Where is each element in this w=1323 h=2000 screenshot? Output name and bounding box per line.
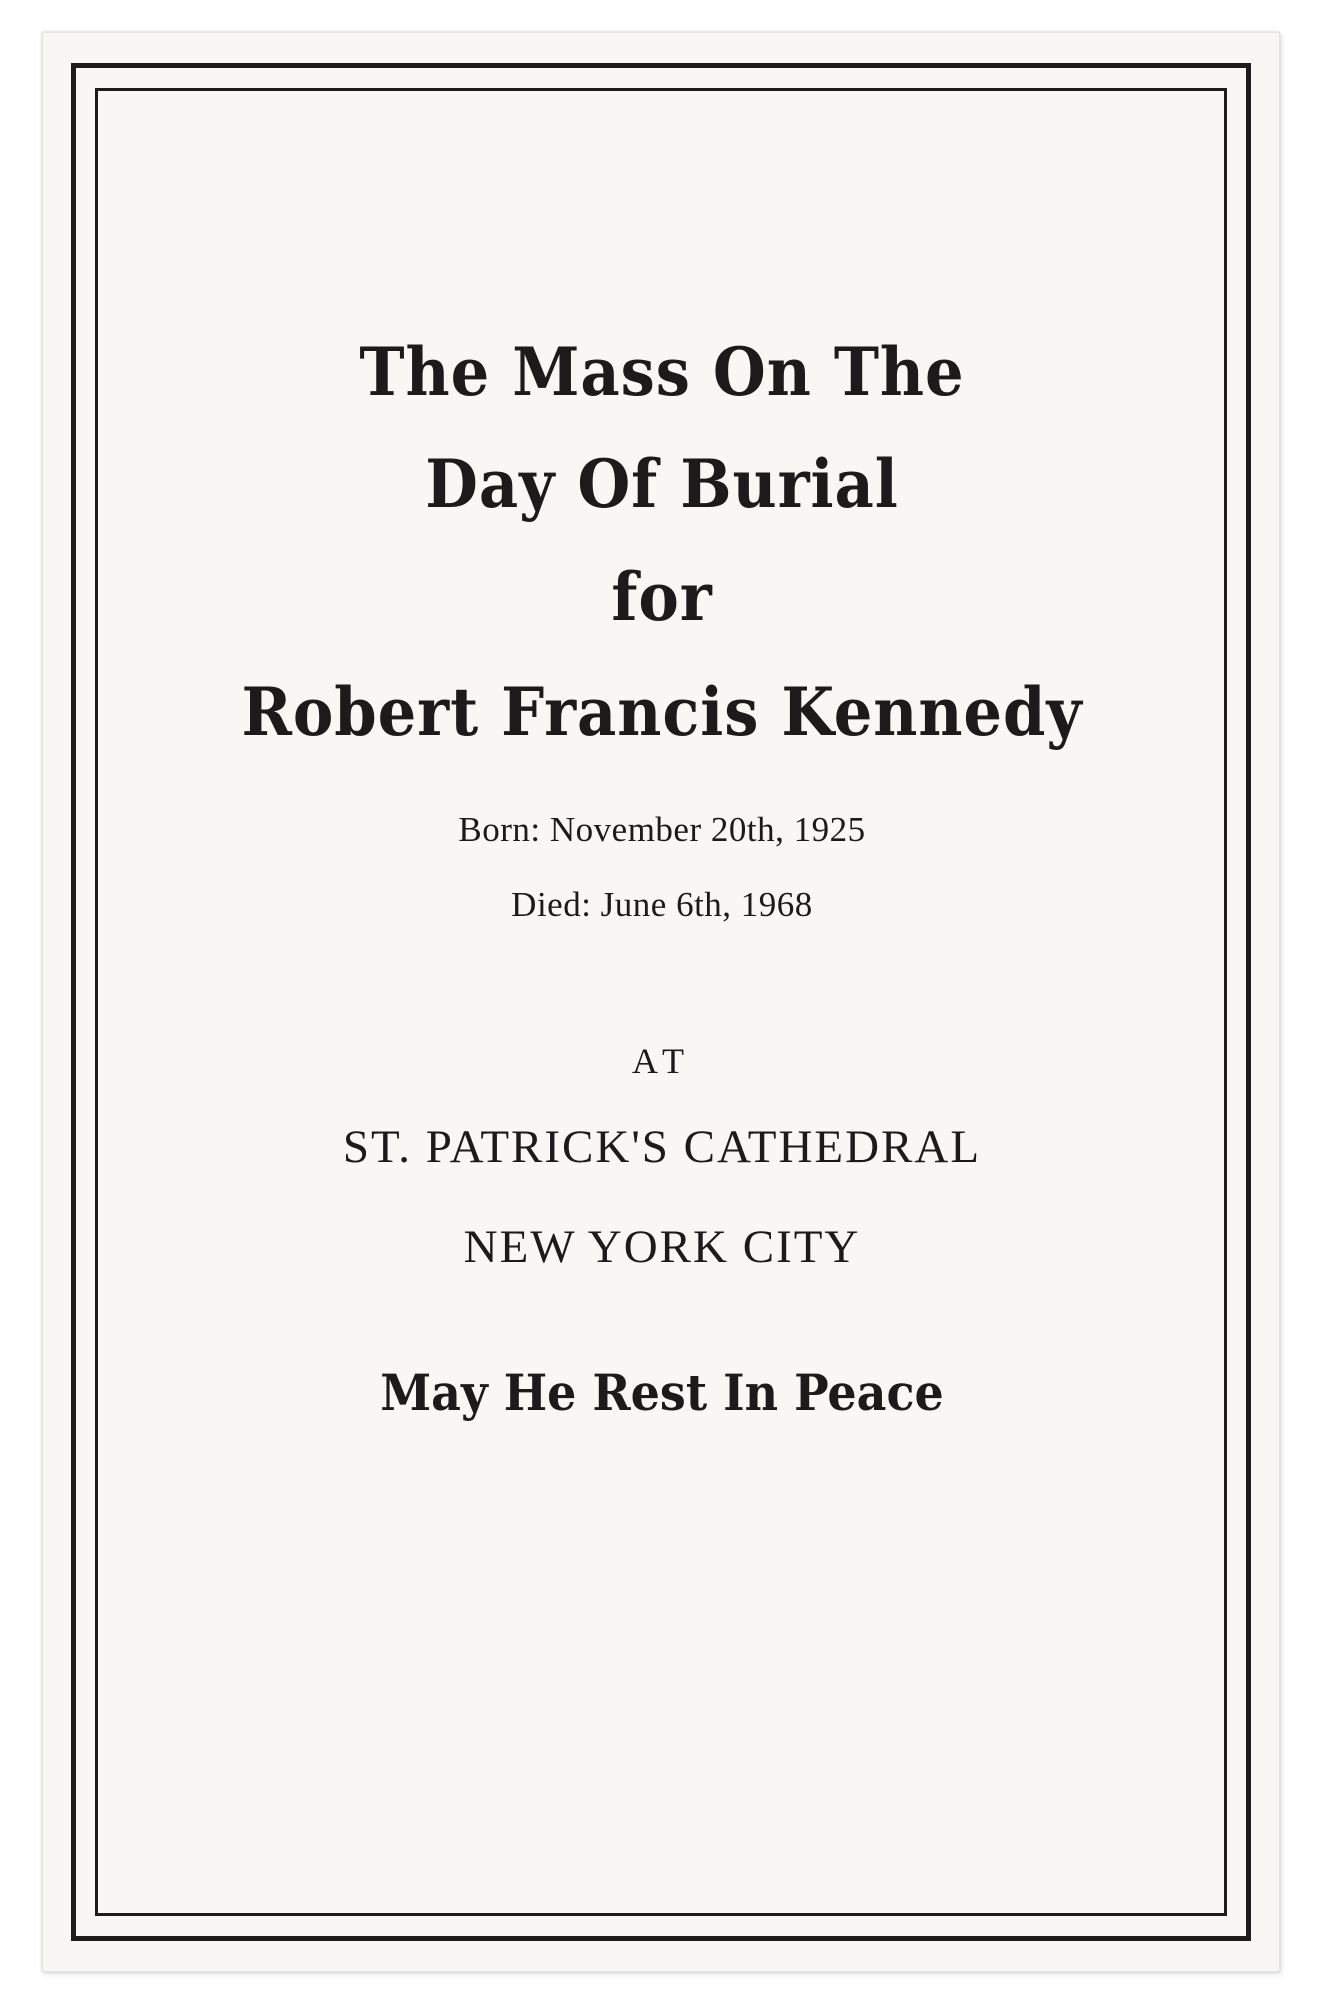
death-date: Died: June 6th, 1968 <box>511 885 813 924</box>
honoree-name: Robert Francis Kennedy <box>241 673 1083 751</box>
program-card <box>42 32 1280 1972</box>
title-line-1: The Mass On The <box>359 333 965 411</box>
closing-blessing: May He Rest In Peace <box>380 1363 944 1422</box>
location-name: ST. PATRICK'S CATHEDRAL <box>342 1121 982 1173</box>
title-line-3: for <box>611 558 713 636</box>
at-label: AT <box>632 1041 692 1081</box>
card-content <box>43 33 1281 1973</box>
title-line-2: Day Of Burial <box>425 445 899 523</box>
city-name: NEW YORK CITY <box>463 1221 861 1273</box>
birth-date: Born: November 20th, 1925 <box>458 810 866 849</box>
